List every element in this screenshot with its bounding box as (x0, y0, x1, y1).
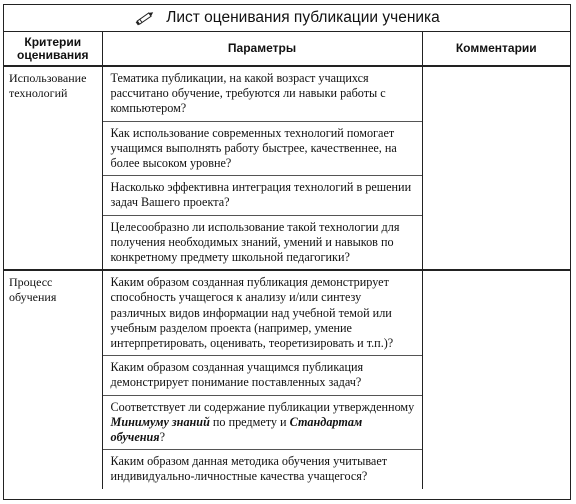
emphasis-minimum-knowledge: Минимуму знаний (110, 414, 210, 429)
table-row (4, 66, 570, 270)
parameter-item: Как использование современных технологий помогает учащимся выполнять работу быстрее, качественнее, на более высоком уровне? (103, 122, 422, 177)
parameter-item: Тематика публикации, на какой возраст учащихся рассчитано обучение, требуются ли навыки работы с компьютером? (103, 67, 422, 122)
parameter-item: Целесообразно ли использование такой технологии для получения необходимых знаний, умений и навыков по конкретному предмету школьной педагогики? (110, 219, 400, 265)
criterion-cell (4, 66, 102, 270)
parameters-cell (102, 270, 422, 488)
parameter-item: Каким образом созданная учащимся публикация демонстрирует понимание поставленных задач? (103, 356, 422, 395)
header-parameters: Параметры (102, 32, 422, 66)
parameter-item: Каким образом созданная публикация демонстрирует способность учащегося к анализу и/или синтезу различных видов информации над учебной темой или учебным разделом проекта (например, умение интерпретировать, оценивать, теоретизировать и т.п.)? (103, 271, 422, 356)
parameter-text: Соответствует ли содержание публикации утвержденному (110, 399, 415, 414)
evaluation-table (4, 32, 570, 489)
parameter-item (103, 396, 422, 451)
header-criteria: Критерии оценивания (4, 32, 102, 66)
parameter-text: по предмету и (209, 414, 290, 429)
emphasis-standards: Стандартам обучения (110, 414, 363, 445)
parameter-item: Каким образом данная методика обучения учитывает индивидуально-личностные качества учащегося? (110, 454, 388, 484)
criterion-label: Использование технологий (9, 71, 87, 100)
sheet-title: Лист оценивания публикации ученика (166, 9, 440, 26)
header-comments: Комментарии (422, 32, 570, 66)
comments-cell[interactable] (422, 66, 570, 270)
parameter-text: ? (159, 430, 165, 445)
table-row (4, 270, 570, 488)
criterion-label: Процесс обучения (9, 275, 57, 305)
comments-cell[interactable] (422, 270, 570, 488)
pencil-icon (134, 10, 156, 26)
parameter-item: Насколько эффективна интеграция технологий в решении задач Вашего проекта? (103, 176, 422, 215)
evaluation-sheet (3, 4, 571, 500)
sheet-title-bar (4, 5, 570, 32)
table-header-row (4, 32, 570, 66)
parameters-cell (102, 66, 422, 270)
criterion-cell (4, 270, 102, 488)
